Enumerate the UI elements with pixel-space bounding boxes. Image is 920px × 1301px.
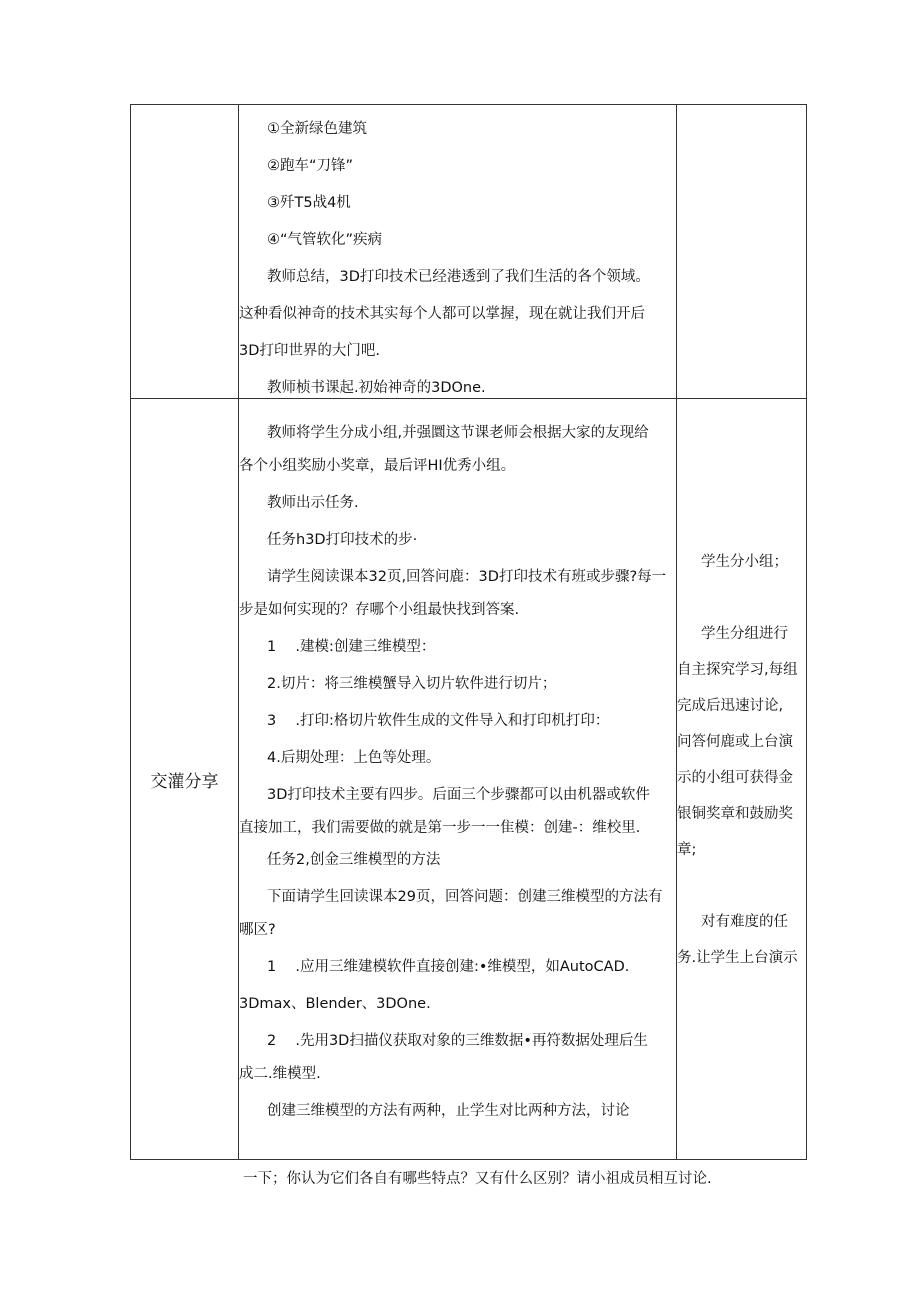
activity-line: 章; xyxy=(677,842,697,858)
list-item: ④“气管软化”疾病 xyxy=(267,232,383,248)
activity-line: 对有难度的任 xyxy=(701,914,788,930)
paragraph-line: 教师出示任务. xyxy=(267,495,359,511)
activity-line: 学生分组进行 xyxy=(701,626,788,642)
table-row-share xyxy=(131,399,807,1160)
list-item: 成二.维模型. xyxy=(239,1066,321,1082)
paragraph-line: 教师将学生分成小组,并强圜这节课老师会根据大家的友现给 xyxy=(267,425,649,441)
activity-spacer xyxy=(677,580,806,616)
list-item: 2 .先用3D扫描仪获取对象的三维数据•再符数据处理后生 xyxy=(267,1033,648,1049)
content-cell-intro xyxy=(239,105,677,399)
lesson-table xyxy=(130,104,807,1160)
activity-line: 学生分小组； xyxy=(701,554,788,570)
paragraph-line: 下面请学生回读课本29页，回答问题：创建三维模型的方法有 xyxy=(267,889,663,905)
paragraph-line: 直接加工，我们需要做的就是第一步一一隹模：创建-：维校里. xyxy=(239,820,641,836)
paragraph-line: 3D打印世界的大门吧. xyxy=(239,343,380,359)
activity-line: 问答何鹿或上台演 xyxy=(677,734,793,750)
activity-line: 自主探究学习,每组 xyxy=(677,662,798,678)
activity-line: 完成后迅速讨论, xyxy=(677,698,784,714)
list-item: ②跑车“刀锋” xyxy=(267,158,354,174)
paragraph-line: 步是如何实现的？存哪个小组最快找到答案. xyxy=(239,602,520,618)
activity-cell-empty xyxy=(677,105,807,399)
activity-spacer xyxy=(677,868,806,904)
list-item: 3Dmax、Blender、3DOne. xyxy=(239,996,431,1012)
activity-line: 务.让学生上台演示 xyxy=(677,950,798,966)
activity-line: 银铜奖章和鼓励奖 xyxy=(677,806,793,822)
list-item: ③歼T5战4机 xyxy=(267,195,351,211)
paragraph-line: 任务h3D打印技术的步· xyxy=(267,532,418,548)
paragraph-line: 请学生阅读课本32页,回答问鹿：3D打印技术有班或步骤?每一 xyxy=(267,569,667,585)
list-item: 1 .应用三维建模软件直接创建:•维模型，如AutoCAD. xyxy=(267,959,630,975)
list-item: 1 .建模:创建三维模型： xyxy=(267,639,436,655)
paragraph-line: 各个小组奖励小奖章，最后评HI优秀小组。 xyxy=(239,458,516,474)
stage-cell-empty xyxy=(131,105,239,399)
stage-label: 交灌分享 xyxy=(131,399,239,1160)
paragraph-line: 3D打印技术主要有四步。后面三个步骤都可以由机器或软件 xyxy=(267,787,650,803)
paragraph-line: 创建三维模型的方法有两种，止学生对比两种方法，讨论 xyxy=(267,1103,630,1119)
list-item: 3 .打印:格切片软件生成的文件导入和打印机打印： xyxy=(267,713,610,729)
list-item: ①全新绿色建筑 xyxy=(267,121,367,137)
content-cell-share xyxy=(239,399,677,1160)
paragraph-line: 任务2,创金三维模型的方法 xyxy=(267,852,441,868)
paragraph-line: 教师总结，3D打印技术已经港透到了我们生活的各个领域。 xyxy=(267,269,650,285)
activity-cell xyxy=(677,399,807,1160)
continuation-line: 一下；你认为它们各自有哪些特点？又有什么区别？请小祖成员相互讨论. xyxy=(243,1171,712,1187)
list-item: 2.切片：将三维模蟹导入切片软件进行切片； xyxy=(267,676,557,692)
paragraph-line: 这种看似神奇的技术其实每个人都可以掌握，现在就让我们开后 xyxy=(239,306,645,322)
table-row-intro xyxy=(131,105,807,399)
paragraph-line: 教师桢书课起.初始神奇的3DOne. xyxy=(267,380,486,396)
activity-line: 示的小组可获得金 xyxy=(677,770,793,786)
list-item: 4.后期处理：上色等处理。 xyxy=(267,750,441,766)
paragraph-line: 哪区? xyxy=(239,922,276,938)
